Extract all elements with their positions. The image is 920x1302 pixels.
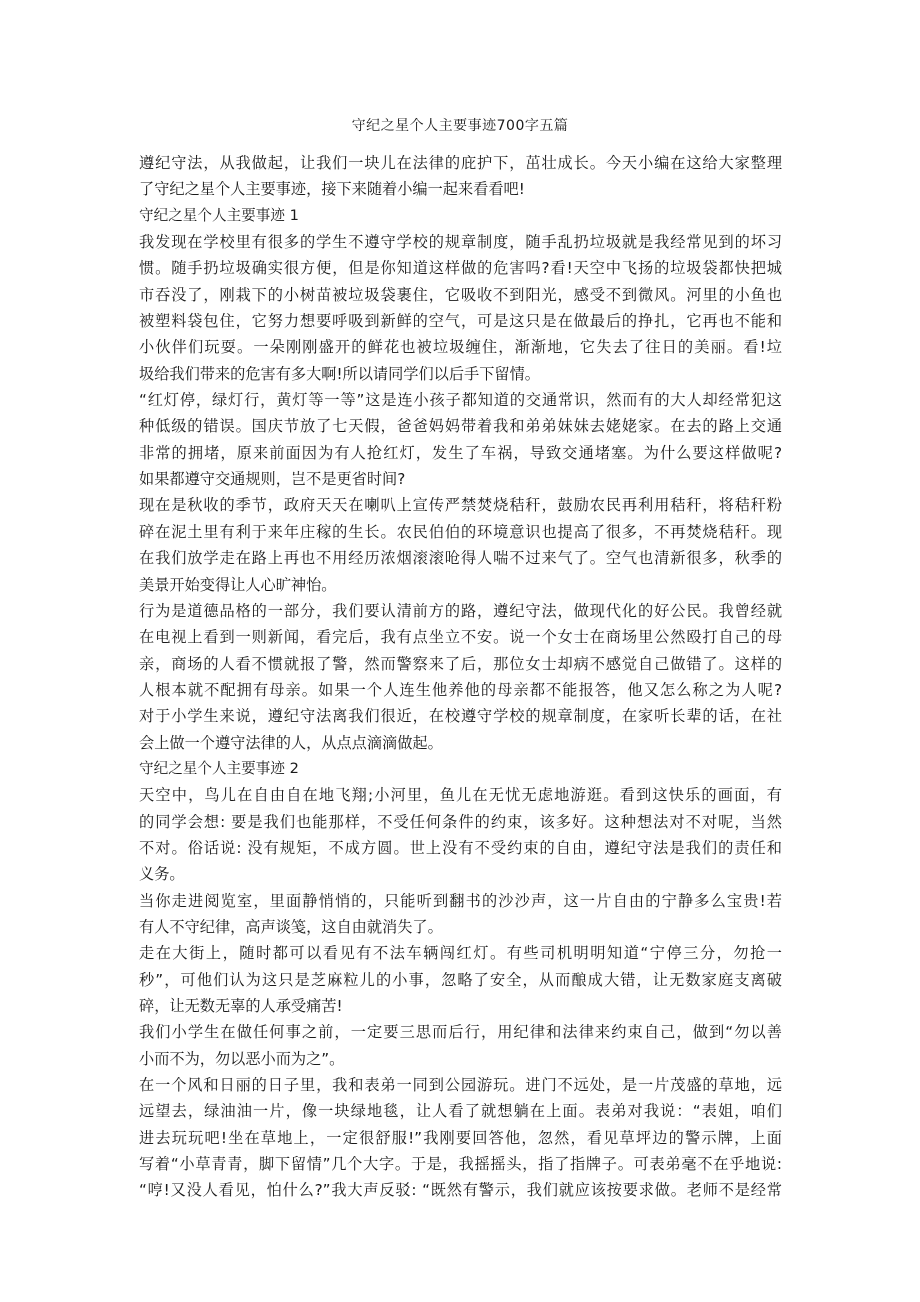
section-heading: 守纪之星个人主要事迹 1 xyxy=(139,206,299,224)
text-line: 小而不为，勿以恶小而为之”。 xyxy=(139,1049,345,1068)
text-line: 遵纪守法，从我做起，让我们一块儿在法律的庇护下，茁壮成长。今天小编在这给大家整理 xyxy=(139,154,782,172)
text-line: 在一个风和日丽的日子里，我和表弟一同到公园游玩。进门不远处，是一片茂盛的草地，远 xyxy=(139,1076,782,1095)
text-line: 非常的拥堵，原来前面因为有人抢红灯，发生了车祸，导致交通堵塞。为什么要这样做呢? xyxy=(139,443,782,462)
text-line: 我们小学生在做任何事之前，一定要三思而后行，用纪律和法律来约束自己，做到“勿以善 xyxy=(139,1023,782,1042)
text-line: 秒”，可他们认为这只是芝麻粒儿的小事，忽略了安全，从而酿成大错，让无数家庭支离破 xyxy=(139,970,782,989)
text-line: 圾给我们带来的危害有多大啊!所以请同学们以后手下留情。 xyxy=(139,364,540,383)
text-line: 会上做一个遵守法律的人，从点点滴滴做起。 xyxy=(139,733,443,752)
text-line: 如果都遵守交通规则，岂不是更省时间? xyxy=(139,470,406,489)
text-line: 的同学会想: 要是我们也能那样，不受任何条件的约束，该多好。这种想法对不对呢，当然 xyxy=(139,812,782,831)
text-line: “红灯停，绿灯行，黄灯等一等”这是连小孩子都知道的交通常识，然而有的大人却经常犯这 xyxy=(139,391,782,410)
section-heading: 守纪之星个人主要事迹 2 xyxy=(139,759,299,777)
text-line: “哼!又没人看见，怕什么?”我大声反驳: “既然有警示，我们就应该按要求做。老师不是经常 xyxy=(139,1181,782,1200)
text-line: 小伙伴们玩耍。一朵刚刚盛开的鲜花也被垃圾缠住，渐渐地，它失去了往日的美丽。看!垃 xyxy=(139,338,782,357)
text-line: 义务。 xyxy=(139,865,185,884)
text-line: 惯。随手扔垃圾确实很方便，但是你知道这样做的危害吗?看!天空中飞扬的垃圾袋都快把城 xyxy=(139,259,782,278)
text-line: 远望去，绿油油一片，像一块绿地毯，让人看了就想躺在上面。表弟对我说：“表姐，咱们 xyxy=(139,1102,782,1121)
text-line: 走在大街上，随时都可以看见有不法车辆闯红灯。有些司机明明知道“宁停三分，勿抢一 xyxy=(139,944,782,963)
text-line: 市吞没了，刚栽下的小树苗被垃圾袋裹住，它吸收不到阳光，感受不到微风。河里的小鱼也 xyxy=(139,285,782,304)
text-line: 在我们放学走在路上再也不用经历浓烟滚滚呛得人喘不过来气了。空气也清新很多，秋季的 xyxy=(139,549,782,568)
document-body xyxy=(139,150,782,1204)
text-line: 天空中，鸟儿在自由自在地飞翔;小河里，鱼儿在无忧无虑地游逛。看到这快乐的画面，有 xyxy=(139,786,782,805)
text-line: 了守纪之星个人主要事迹，接下来随着小编一起来看看吧! xyxy=(139,180,525,199)
text-line: 行为是道德品格的一部分，我们要认清前方的路，遵纪守法，做现代化的好公民。我曾经就 xyxy=(139,601,782,620)
text-line: 当你走进阅览室，里面静悄悄的，只能听到翻书的沙沙声，这一片自由的宁静多么宝贵!若 xyxy=(139,891,782,910)
text-line: 写着“小草青青，脚下留情”几个大字。于是，我摇摇头，指了指牌子。可表弟毫不在乎地说: xyxy=(139,1155,782,1174)
text-line: 不对。俗话说: 没有规矩，不成方圆。世上没有不受约束的自由，遵纪守法是我们的责任和 xyxy=(139,838,782,857)
text-line: 对于小学生来说，遵纪守法离我们很近，在校遵守学校的规章制度，在家听长辈的话，在社 xyxy=(139,707,782,726)
text-line: 在电视上看到一则新闻，看完后，我有点坐立不安。说一个女士在商场里公然殴打自己的母 xyxy=(139,628,782,647)
text-line: 碎在泥土里有利于来年庄稼的生长。农民伯伯的环境意识也提高了很多，不再焚烧秸秆。现 xyxy=(139,522,782,541)
text-line: 被塑料袋包住，它努力想要呼吸到新鲜的空气，可是这只是在做最后的挣扎，它再也不能和 xyxy=(139,312,782,331)
text-line: 有人不守纪律，高声谈笺，这自由就消失了。 xyxy=(139,917,443,936)
text-line: 亲，商场的人看不惯就报了警，然而警察来了后，那位女士却病不感觉自己做错了。这样的 xyxy=(139,654,782,673)
text-line: 我发现在学校里有很多的学生不遵守学校的规章制度，随手乱扔垃圾就是我经常见到的坏习 xyxy=(139,233,782,252)
text-line: 进去玩玩吧!坐在草地上，一定很舒服!”我刚要回答他，忽然，看见草坪边的警示牌，上面 xyxy=(139,1128,782,1147)
text-line: 美景开始变得让人心旷神怡。 xyxy=(139,575,337,594)
document-title: 守纪之星个人主要事迹700字五篇 xyxy=(351,118,569,134)
text-line: 人根本就不配拥有母亲。如果一个人连生他养他的母亲都不能报答，他又怎么称之为人呢? xyxy=(139,680,782,699)
text-line: 碎，让无数无辜的人承受痛苦! xyxy=(139,997,343,1015)
text-line: 种低级的错误。国庆节放了七天假，爸爸妈妈带着我和弟弟妹妹去姥姥家。在去的路上交通 xyxy=(139,417,782,436)
text-line: 现在是秋收的季节，政府天天在喇叭上宣传严禁焚烧秸秆，鼓励农民再利用秸秆，将秸秆粉 xyxy=(139,496,782,515)
